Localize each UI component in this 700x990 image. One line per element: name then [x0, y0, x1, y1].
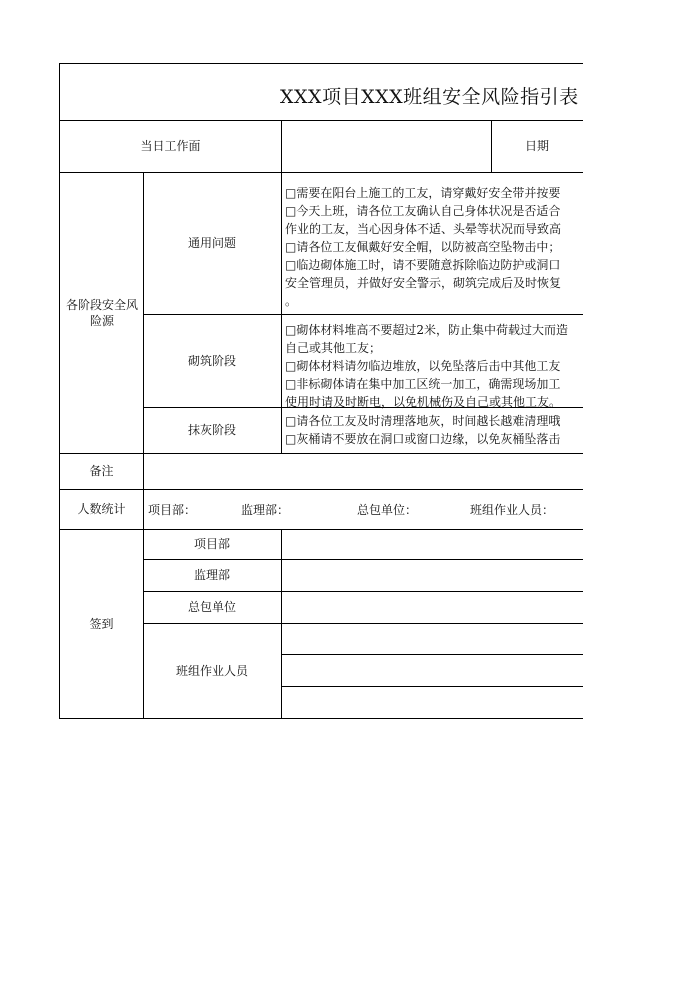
- risk-item: 自己或其他工友；: [285, 341, 382, 355]
- signin-row-general-contractor: 总包单位: [187, 600, 236, 614]
- signin-field[interactable]: [282, 655, 583, 686]
- signin-field[interactable]: [282, 624, 583, 654]
- stage-general-name: 通用问题: [187, 236, 236, 250]
- risk-item: □灰桶请不要放在洞口或窗口边缘，以免灰桶坠落击: [285, 432, 561, 446]
- stage-masonry-name: 砌筑阶段: [187, 353, 236, 368]
- risk-item: 使用时请及时断电，以免机械伤及自己或其他工友。: [285, 395, 562, 409]
- risk-item: □请各位工友及时清理落地灰，时间越长越难清理哦: [285, 414, 561, 428]
- work-surface-value[interactable]: [282, 121, 491, 172]
- headcount-supervision[interactable]: 监理部：: [241, 503, 290, 517]
- signin-field[interactable]: [282, 530, 583, 559]
- signin-row-project-dept: 项目部: [193, 537, 230, 551]
- grid-line: [60, 718, 583, 719]
- signin-row-supervision: 监理部: [193, 568, 230, 582]
- signin-field[interactable]: [282, 687, 583, 718]
- risk-item: □临边砌体施工时，请不要随意拆除临边防护或洞口: [285, 258, 561, 272]
- risk-item: 安全管理员，并做好安全警示，砌筑完成后及时恢复: [285, 276, 562, 290]
- date-label: 日期: [524, 139, 549, 153]
- headcount-general-contractor[interactable]: 总包单位：: [357, 503, 418, 517]
- risk-item: 作业的工友，当心因身体不适、头晕等状况而导致高: [285, 222, 562, 236]
- safety-risk-sheet: [59, 63, 583, 719]
- grid-line: [143, 489, 144, 529]
- work-surface-label: 当日工作面: [140, 139, 201, 153]
- risk-item: □请各位工友佩戴好安全帽，以防被高空坠物击中；: [285, 240, 561, 254]
- risk-item: □今天上班，请各位工友确认自己身体状况是否适合: [285, 204, 561, 218]
- headcount-team-workers[interactable]: 班组作业人员：: [470, 503, 555, 517]
- signin-field[interactable]: [282, 560, 583, 591]
- stage-plaster-items: [285, 412, 560, 448]
- risk-item: □砌体材料堆高不要超过2米，防止集中荷载过大而造: [285, 323, 568, 337]
- headcount-label: 人数统计: [77, 502, 126, 516]
- sheet-title: XXX项目XXX班组安全风险指引表: [280, 86, 579, 108]
- stage-plaster-name: 抹灰阶段: [187, 423, 236, 437]
- stage-general-items: [285, 184, 561, 310]
- signin-field[interactable]: [282, 592, 583, 623]
- risk-item: 。: [285, 294, 298, 308]
- stage-masonry-items: [285, 321, 568, 411]
- signin-label: 签到: [89, 616, 114, 631]
- remarks-value[interactable]: [144, 454, 583, 489]
- signin-row-team-workers: 班组作业人员: [175, 663, 248, 678]
- headcount-project-dept[interactable]: 项目部：: [148, 503, 197, 517]
- grid-line: [60, 172, 583, 173]
- risk-section-label: 各阶段安全风险源: [66, 297, 139, 328]
- remarks-label: 备注: [89, 464, 114, 478]
- risk-item: □需要在阳台上施工的工友，请穿戴好安全带并按要: [285, 186, 561, 200]
- risk-item: □非标砌体请在集中加工区统一加工，确需现场加工: [285, 377, 561, 391]
- risk-item: □砌体材料请勿临边堆放，以免坠落后击中其他工友: [285, 359, 561, 373]
